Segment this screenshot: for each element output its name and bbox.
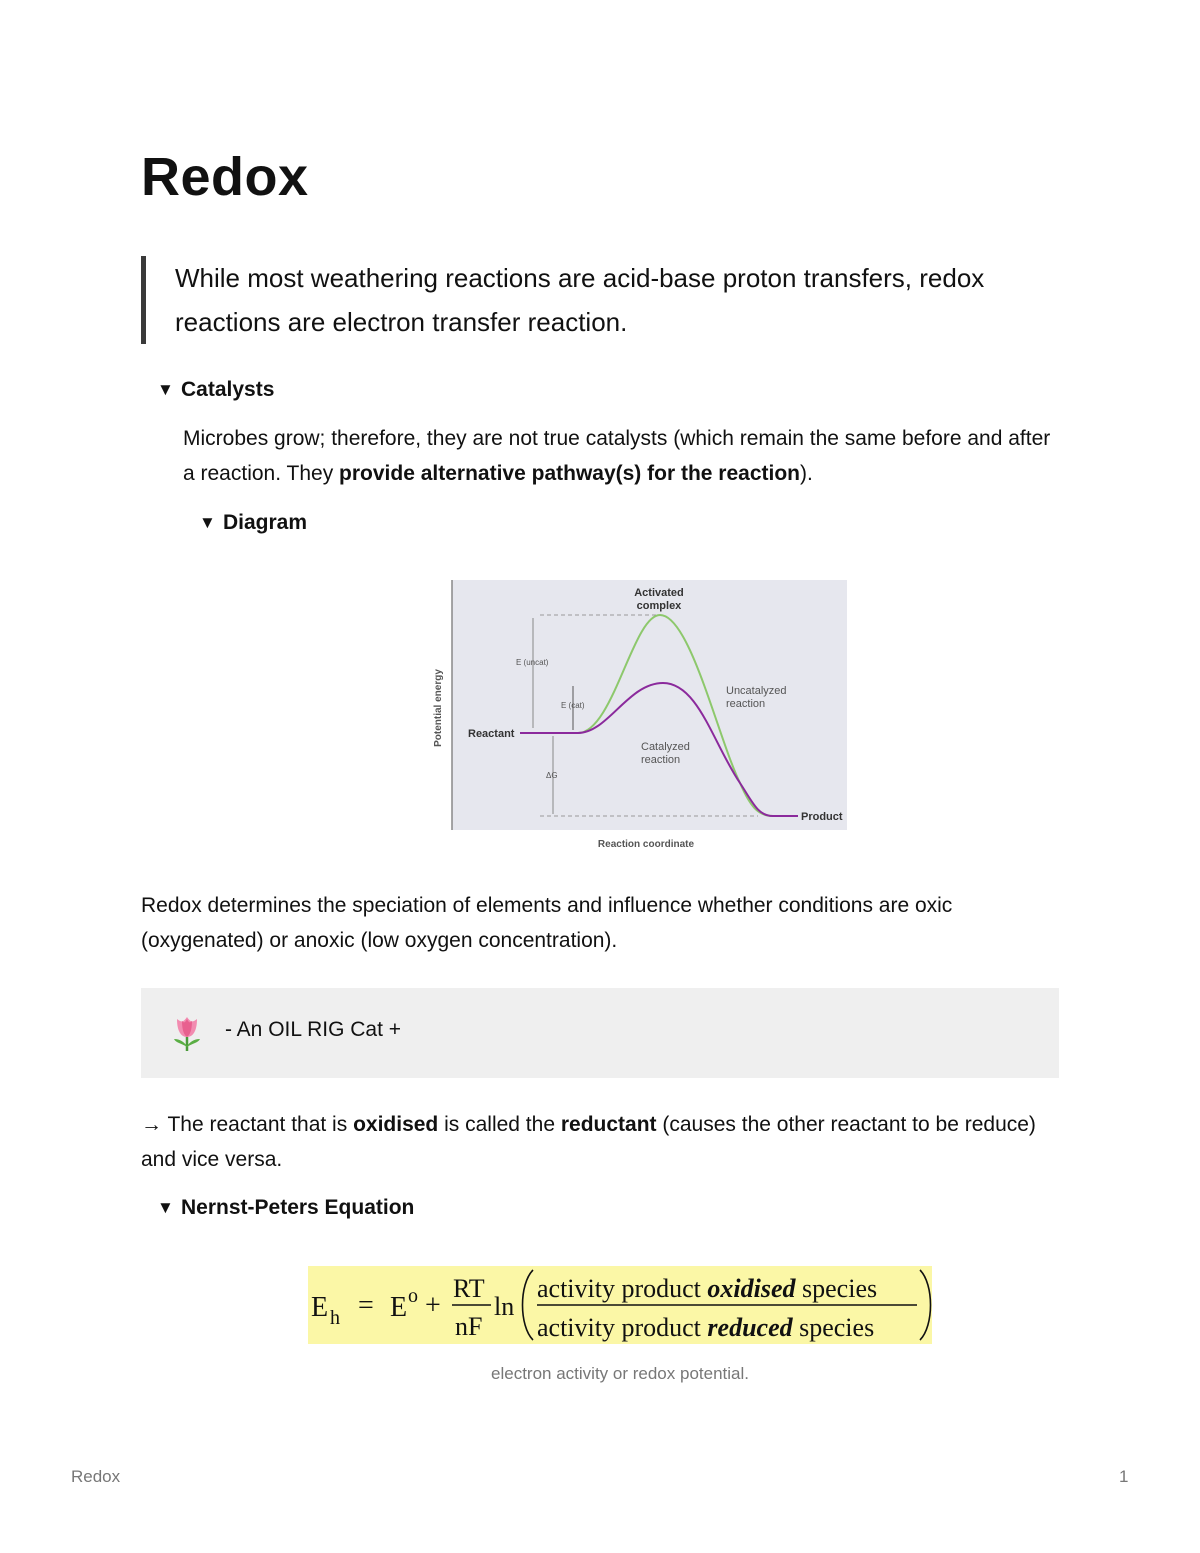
eq-denominator: activity product reduced species [537,1313,875,1342]
catalysts-text: Microbes grow; therefore, they are not true catalysts (which remain the same before and after a reaction. They [183,427,1051,485]
eq-e0: E [390,1292,408,1323]
footer-title: Redox [71,1467,121,1486]
triangle-down-icon: ▼ [199,513,216,532]
reductant-paragraph [141,1107,1071,1177]
equation-caption: electron activity or redox potential. [491,1364,749,1383]
eq-e-sub: h [330,1307,340,1329]
bold-reductant: reductant [560,1113,657,1136]
reductant-text-1: The reactant that is [162,1113,354,1136]
speciation-paragraph: Redox determines the speciation of elements and influence whether conditions are oxic (oxygenated) or anoxic (low oxygen concentration). [141,894,953,952]
label-delta-g: ΔG [546,771,558,780]
eq-nf: nF [455,1312,483,1341]
arrow-right-icon: → [141,1113,162,1136]
toggle-nernst[interactable] [157,1196,414,1220]
x-axis-label: Reaction coordinate [597,839,695,850]
tulip-icon [171,1013,203,1053]
nernst-equation [308,1266,932,1344]
energy-diagram-svg [428,578,848,853]
page-number: 1 [1119,1467,1129,1486]
label-catalyzed-reaction: reaction [641,754,681,766]
toggle-nernst-label: Nernst-Peters Equation [181,1196,415,1219]
label-catalyzed: Catalyzed [641,741,690,753]
eq-ln: ln [494,1292,515,1321]
eq-e0-sup: o [408,1285,418,1307]
label-product: Product [801,811,843,823]
toggle-catalysts-label: Catalysts [181,378,275,401]
toggle-diagram-label: Diagram [223,511,308,534]
eq-plus: + [425,1290,441,1321]
reductant-text-2: is called the [438,1113,561,1136]
eq-equals: = [358,1290,374,1321]
triangle-down-icon: ▼ [157,380,174,399]
triangle-down-icon: ▼ [157,1198,174,1217]
eq-numerator: activity product oxidised species [537,1274,878,1303]
y-axis-label: Potential energy [433,669,444,747]
page-title: Redox [141,147,309,207]
label-activated: Activated [634,587,684,599]
bold-oxidised: oxidised [353,1113,439,1136]
reductant-text-3: (causes the other reactant to be reduce) and vice versa. [141,1113,1036,1171]
toggle-catalysts[interactable] [157,378,274,402]
toggle-diagram[interactable] [199,511,307,535]
diagram-background [452,580,847,830]
catalysts-bold-text: provide alternative pathway(s) for the reaction [339,462,800,485]
callout-box [141,988,1059,1078]
label-reactant: Reactant [468,728,515,740]
label-uncatalyzed: Uncatalyzed [726,685,787,697]
eq-rt: RT [453,1274,485,1303]
intro-quote: While most weathering reactions are acid-base proton transfers, redox reactions are electron transfer reaction. [141,256,1075,344]
label-complex: complex [636,600,682,612]
energy-diagram [428,578,848,853]
label-ea-uncat: E (uncat) [516,658,549,667]
label-ea-cat: E (cat) [561,701,585,710]
callout-text: - An OIL RIG Cat + [225,1018,402,1041]
catalysts-text-end: ). [800,462,813,485]
nernst-equation-svg [308,1266,932,1344]
catalysts-paragraph [183,421,1063,491]
eq-e: E [311,1292,329,1323]
label-uncatalyzed-reaction: reaction [726,698,766,710]
